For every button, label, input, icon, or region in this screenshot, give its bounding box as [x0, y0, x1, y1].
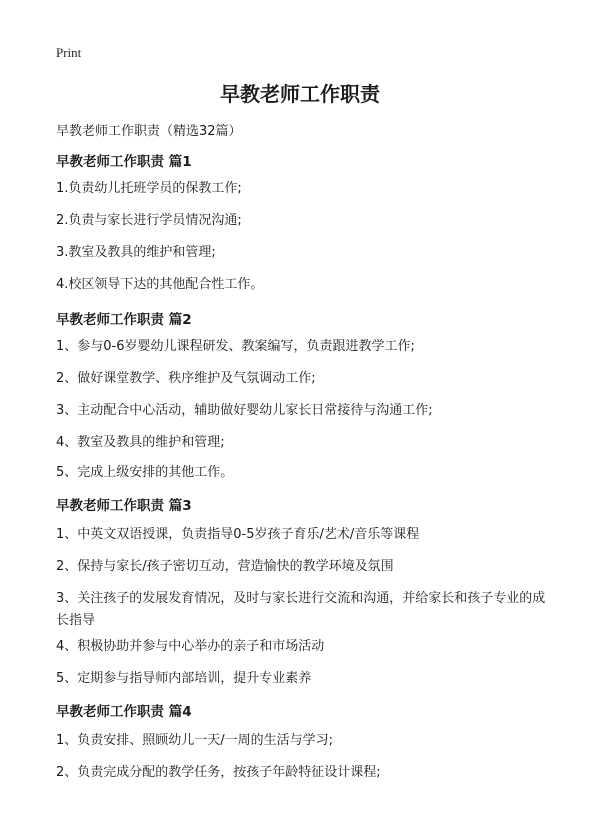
- section-heading-1: 早教老师工作职责 篇1: [56, 154, 192, 170]
- section-1-item-2: 2.负责与家长进行学员情况沟通;: [56, 213, 242, 228]
- section-2-item-3: 3、主动配合中心活动，辅助做好婴幼儿家长日常接待与沟通工作;: [56, 403, 433, 418]
- print-link[interactable]: Print: [56, 45, 82, 60]
- section-heading-2: 早教老师工作职责 篇2: [56, 312, 192, 328]
- section-2-item-2: 2、做好课堂教学、秩序维护及气氛调动工作;: [56, 371, 316, 386]
- section-2-item-5: 5、完成上级安排的其他工作。: [56, 465, 234, 480]
- section-2-item-4: 4、教室及教具的维护和管理;: [56, 435, 225, 450]
- document-title: 早教老师工作职责: [220, 82, 380, 106]
- section-3-item-5: 5、定期参与指导师内部培训，提升专业素养: [56, 671, 312, 686]
- section-3-item-2: 2、保持与家长/孩子密切互动，营造愉快的教学环境及氛围: [56, 559, 394, 574]
- section-1-item-1: 1.负责幼儿托班学员的保教工作;: [56, 181, 242, 196]
- section-4-item-1: 1、负责安排、照顾幼儿一天/一周的生活与学习;: [56, 733, 334, 748]
- section-3-item-3: 3、关注孩子的发展发育情况，及时与家长进行交流和沟通，并给家长和孩子专业的成长指导: [56, 591, 546, 628]
- section-heading-3: 早教老师工作职责 篇3: [56, 498, 192, 514]
- document-subtitle: 早教老师工作职责（精选32篇）: [56, 124, 242, 139]
- section-1-item-4: 4.校区领导下达的其他配合性工作。: [56, 277, 264, 292]
- section-4-item-2: 2、负责完成分配的教学任务，按孩子年龄特征设计课程;: [56, 765, 381, 780]
- section-1-item-3: 3.教室及教具的维护和管理;: [56, 245, 216, 260]
- section-heading-4: 早教老师工作职责 篇4: [56, 704, 192, 720]
- section-3-item-4: 4、积极协助并参与中心举办的亲子和市场活动: [56, 639, 325, 654]
- section-3-item-1: 1、中英文双语授课，负责指导0-5岁孩子育乐/艺术/音乐等课程: [56, 527, 420, 542]
- section-2-item-1: 1、参与0-6岁婴幼儿课程研发、教案编写，负责跟进教学工作;: [56, 339, 415, 354]
